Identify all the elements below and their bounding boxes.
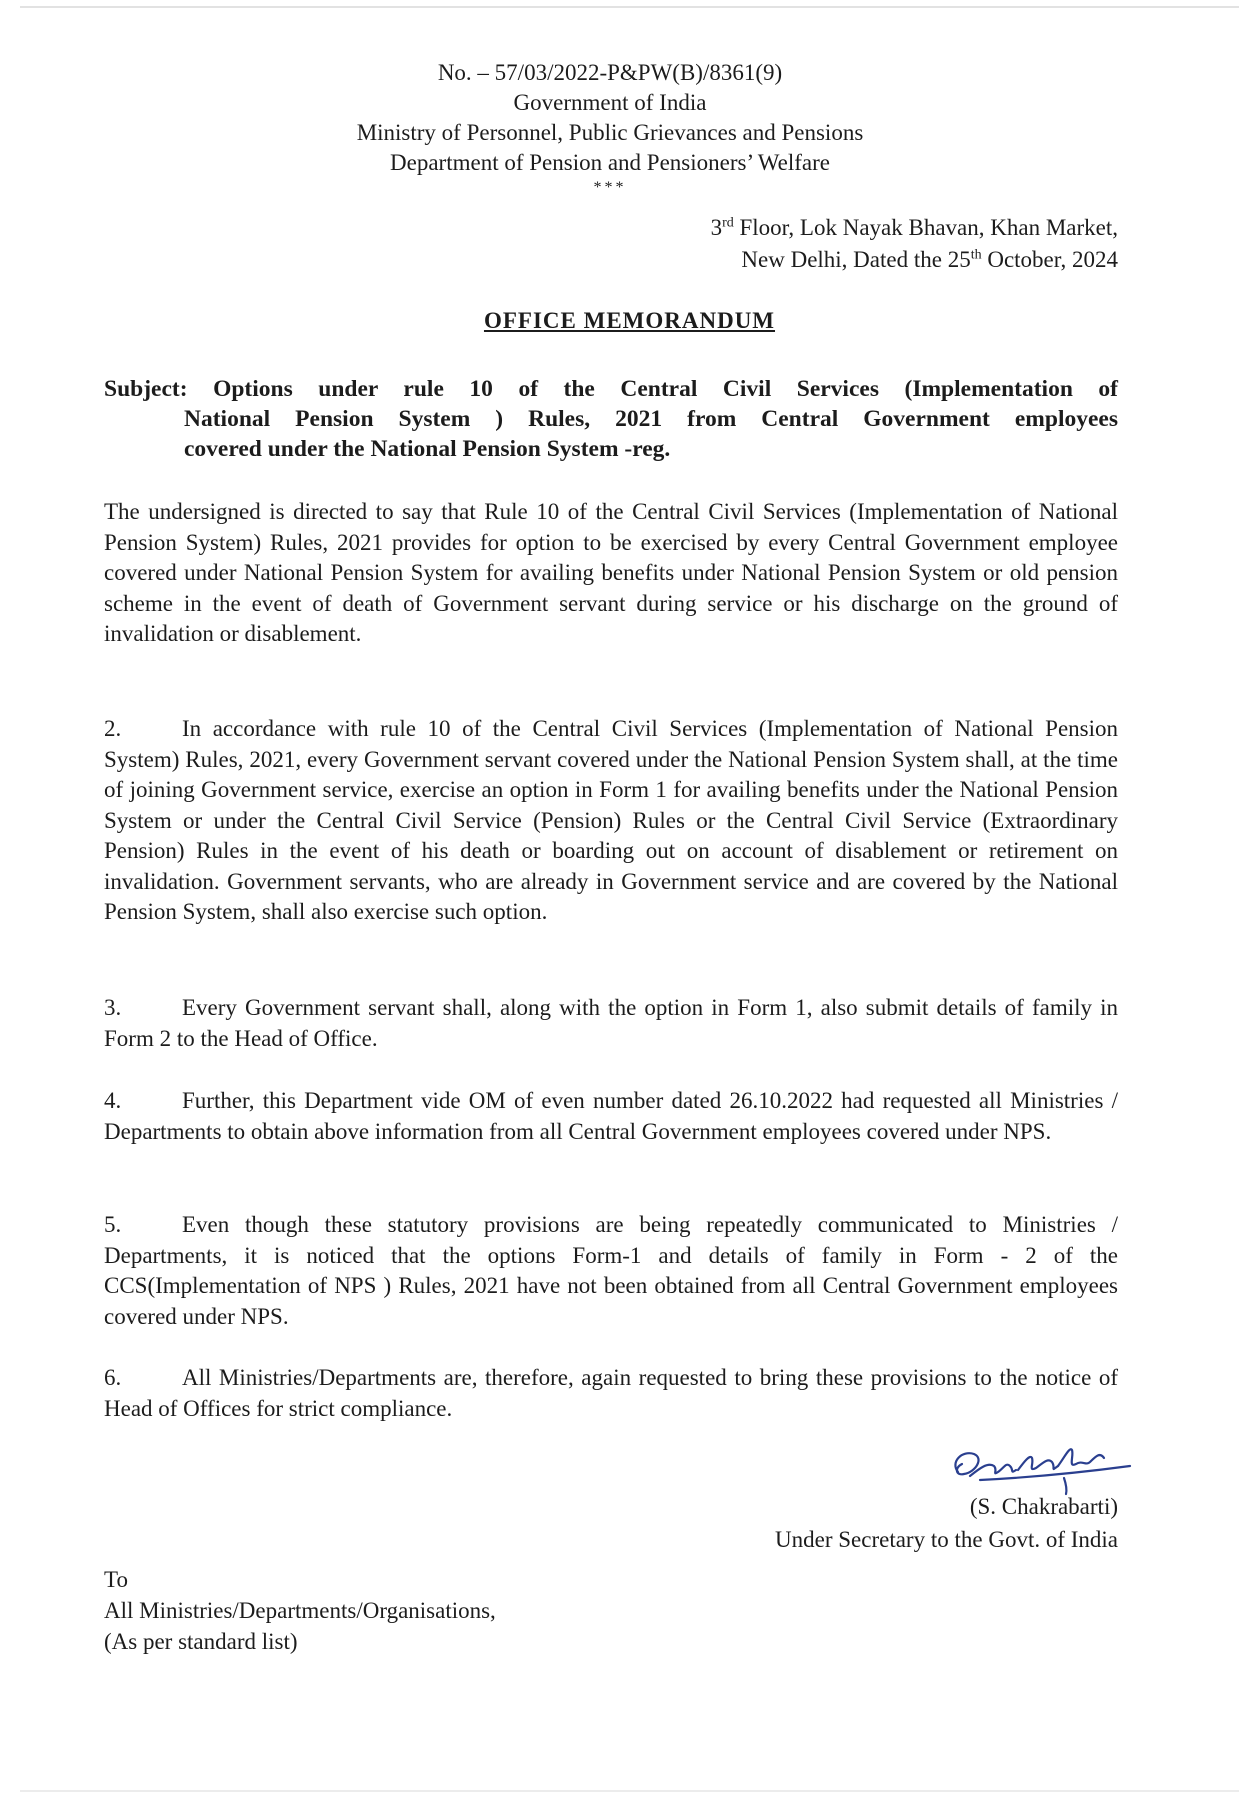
subject-line-1: Subject: Options under rule 10 of the Central Civil Services (Implementation of <box>104 376 1118 402</box>
paragraph-2: 2. In accordance with rule 10 of the Central Civil Services (Implementation of National Pension System) Rules, 2021, every Government servant covered under the National Pension System shall, at the time of joining Government service, exercise an option in Form 1 for availing benefits under the National Pension System or under the Central Civil Service (Pension) Rules or the Central Civil Service (Extraordinary Pension) Rules in the event of his death or boarding out on account of disablement or retirement on invalidation. Government servants, who are already in Government service and are covered by the National Pension System, shall also exercise such option. <box>104 716 1118 924</box>
signatory-name: (S. Chakrabarti) <box>969 1494 1118 1519</box>
separator-stars: *** <box>593 179 627 196</box>
recipient-line-1: All Ministries/Departments/Organisations, <box>104 1598 496 1623</box>
address-block <box>520 212 1118 276</box>
letterhead <box>200 58 1020 196</box>
paragraph-number: 4. <box>104 1088 122 1113</box>
government-name: Government of India <box>513 90 707 115</box>
ministry-name: Ministry of Personnel, Public Grievances and Pensions <box>356 120 864 145</box>
paragraph-1: The undersigned is directed to say that Rule 10 of the Central Civil Services (Implementation of National Pension System) Rules, 2021 provides for option to be exercised by every Central Government employee covered under National Pension System for availing benefits under National Pension System or old pension scheme in the event of death of Government servant during service or his discharge on the ground of invalidation or disablement. <box>104 499 1118 646</box>
scan-edge-bottom <box>20 1790 1239 1792</box>
paragraph-4: 4. Further, this Department vide OM of even number dated 26.10.2022 had requested all Ministries / Departments to obtain above information from all Central Government employees covered under NPS. <box>104 1088 1118 1144</box>
paragraph-5: 5. Even though these statutory provisions are being repeatedly communicated to Ministries / Departments, it is noticed that the options Form-1 and details of family in Form - 2 of the CCS(Implementation of NPS ) Rules, 2021 have not been obtained from all Central Government employees covered under NPS. <box>104 1212 1118 1329</box>
paragraph-number: 3. <box>104 995 122 1020</box>
issue-date: New Delhi, Dated the 25th October, 2024 <box>741 247 1118 272</box>
subject-line-2: National Pension System ) Rules, 2021 from Central Government employees <box>184 406 1118 432</box>
paragraph-number: 6. <box>104 1365 122 1390</box>
office-address: 3rd Floor, Lok Nayak Bhavan, Khan Market, <box>710 215 1118 240</box>
handwritten-signature <box>940 1432 1140 1498</box>
recipients-block <box>104 1564 496 1657</box>
signatory-designation: Under Secretary to the Govt. of India <box>775 1527 1118 1552</box>
department-name: Department of Pension and Pensioners’ Welfare <box>390 150 830 175</box>
paragraph-6: 6. All Ministries/Departments are, therefore, again requested to bring these provisions to the notice of Head of Offices for strict compliance. <box>104 1365 1118 1421</box>
to-label: To <box>104 1567 128 1592</box>
reference-number: No. – 57/03/2022-P&PW(B)/8361(9) <box>437 60 783 85</box>
scan-edge-top <box>20 6 1239 8</box>
paragraph-number: 2. <box>104 716 122 741</box>
paragraph-number: 5. <box>104 1212 122 1237</box>
document-title: OFFICE MEMORANDUM <box>483 308 776 333</box>
subject-block <box>104 374 1118 464</box>
signatory-block <box>690 1490 1118 1556</box>
subject-line-3: covered under the National Pension System -reg. <box>184 436 671 462</box>
recipient-line-2: (As per standard list) <box>104 1629 298 1654</box>
paragraph-3: 3. Every Government servant shall, along with the option in Form 1, also submit details of family in Form 2 to the Head of Office. <box>104 995 1118 1051</box>
